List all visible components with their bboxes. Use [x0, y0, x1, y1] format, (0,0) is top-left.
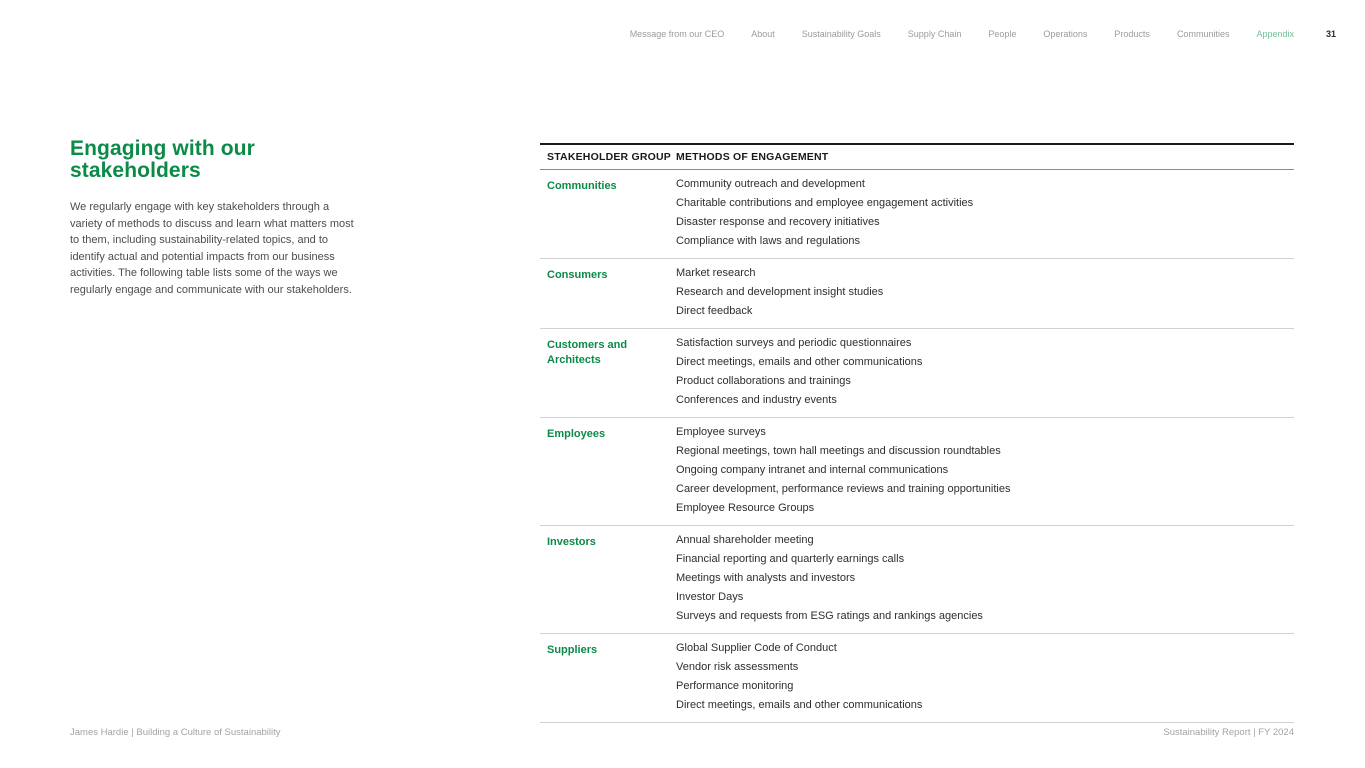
method-item: Direct meetings, emails and other communications: [676, 699, 923, 711]
method-item: Career development, performance reviews and training opportunities: [676, 483, 1011, 495]
method-item: Research and development insight studies: [676, 286, 884, 298]
method-item: Meetings with analysts and investors: [676, 572, 856, 584]
method-item: Surveys and requests from ESG ratings and rankings agencies: [676, 610, 983, 622]
table-row: [540, 418, 1294, 526]
nav-item-about[interactable]: About: [751, 29, 775, 39]
table-row: [540, 259, 1294, 329]
stakeholder-group-label: Suppliers: [547, 644, 598, 656]
method-item: Global Supplier Code of Conduct: [676, 642, 837, 654]
method-item: Satisfaction surveys and periodic questionnaires: [676, 337, 912, 349]
methods-list: [676, 423, 1294, 518]
stakeholder-table: [540, 143, 1294, 723]
methods-list: [676, 264, 1294, 321]
methods-list: [676, 175, 1294, 251]
page-title: Engaging with our stakeholders: [70, 137, 255, 182]
methods-list: [676, 639, 1294, 715]
table-row: [540, 329, 1294, 418]
method-item: Performance monitoring: [676, 680, 794, 692]
methods-list: [676, 334, 1294, 410]
stakeholder-group-label: Communities: [547, 180, 617, 192]
column-header-methods: METHODS OF ENGAGEMENT: [676, 151, 829, 163]
stakeholder-group-label: Customers and Architects: [547, 339, 628, 366]
table-row: [540, 170, 1294, 259]
nav-item-operations[interactable]: Operations: [1043, 29, 1088, 39]
method-item: Market research: [676, 267, 756, 279]
methods-list: [676, 531, 1294, 626]
nav-item-supply-chain[interactable]: Supply Chain: [907, 29, 962, 39]
table-row: [540, 526, 1294, 634]
nav-item-products[interactable]: Products: [1114, 29, 1150, 39]
stakeholder-table-body: [540, 170, 1294, 723]
column-header-stakeholder-group: STAKEHOLDER GROUP: [547, 151, 671, 163]
nav-item-sustainability-goals[interactable]: Sustainability Goals: [801, 29, 881, 39]
stakeholder-group-label: Consumers: [547, 269, 608, 281]
nav-item-people[interactable]: People: [988, 29, 1017, 39]
method-item: Financial reporting and quarterly earnings calls: [676, 553, 905, 565]
footer-report-text: Sustainability Report | FY 2024: [1163, 727, 1294, 738]
nav-item-message-from-our-ceo[interactable]: Message from our CEO: [629, 29, 725, 39]
top-nav-items: [630, 29, 1294, 39]
intro-paragraph: We regularly engage with key stakeholders through a variety of methods to discuss and learn what matters most to them, including sustainability-related topics, and to identify actual and potential impacts from our business activities. The following table lists some of the ways we regularly engage and communicate with our stakeholders.: [70, 201, 354, 296]
table-row: [540, 634, 1294, 723]
nav-item-appendix[interactable]: Appendix: [1256, 29, 1294, 39]
method-item: Charitable contributions and employee engagement activities: [676, 197, 974, 209]
table-header-row: [540, 145, 1294, 170]
method-item: Employee surveys: [676, 426, 766, 438]
top-nav: [630, 29, 1336, 39]
method-item: Compliance with laws and regulations: [676, 235, 861, 247]
nav-item-communities[interactable]: Communities: [1176, 29, 1230, 39]
method-item: Vendor risk assessments: [676, 661, 799, 673]
stakeholder-group-label: Employees: [547, 428, 606, 440]
method-item: Annual shareholder meeting: [676, 534, 814, 546]
method-item: Direct meetings, emails and other communications: [676, 356, 923, 368]
method-item: Investor Days: [676, 591, 744, 603]
method-item: Disaster response and recovery initiatives: [676, 216, 880, 228]
stakeholder-group-label: Investors: [547, 536, 596, 548]
footer-brand-text: James Hardie | Building a Culture of Sustainability: [70, 727, 281, 738]
method-item: Direct feedback: [676, 305, 753, 317]
method-item: Ongoing company intranet and internal communications: [676, 464, 949, 476]
method-item: Product collaborations and trainings: [676, 375, 851, 387]
method-item: Conferences and industry events: [676, 394, 837, 406]
method-item: Community outreach and development: [676, 178, 865, 190]
method-item: Employee Resource Groups: [676, 502, 815, 514]
method-item: Regional meetings, town hall meetings and discussion roundtables: [676, 445, 1001, 457]
intro-column: [70, 138, 370, 298]
page-number: 31: [1325, 29, 1336, 39]
